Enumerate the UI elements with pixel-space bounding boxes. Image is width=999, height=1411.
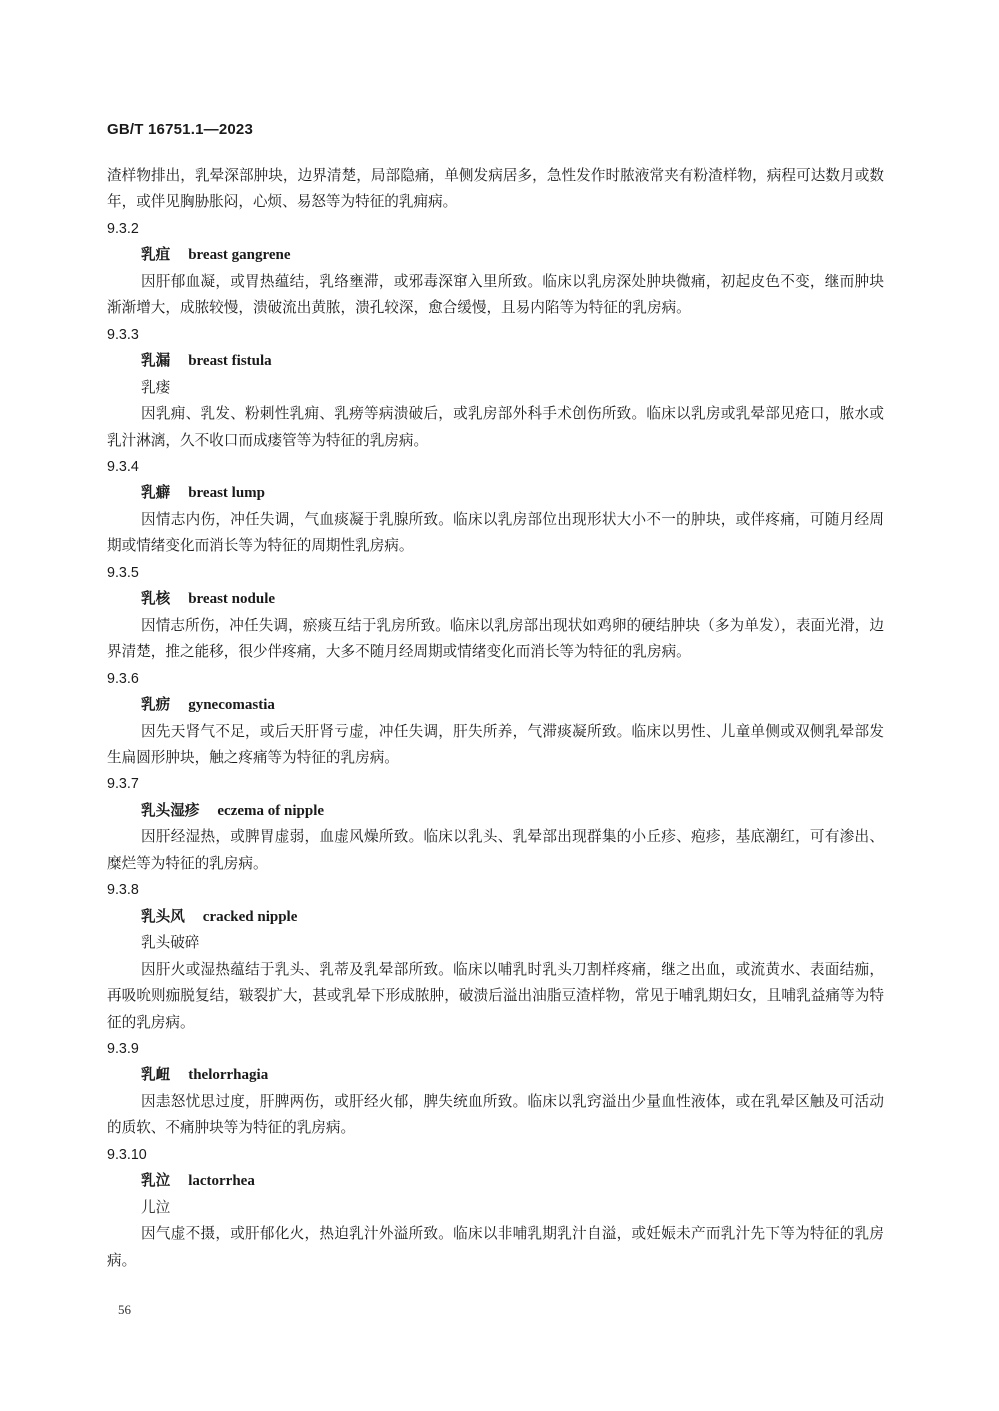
term-chinese: 乳疽 bbox=[141, 246, 171, 264]
entry-number: 9.3.9 bbox=[107, 1040, 139, 1057]
term-chinese: 乳漏 bbox=[141, 352, 171, 370]
term-definition: 因气虚不摄，或肝郁化火，热迫乳汁外溢所致。临床以非哺乳期乳汁自溢，或妊娠未产而乳汁先下等为特征的乳房病。 bbox=[107, 1225, 884, 1269]
term-english: lactorrhea bbox=[188, 1173, 255, 1190]
entry-term bbox=[107, 480, 884, 506]
term-chinese: 乳核 bbox=[141, 590, 171, 608]
term-chinese: 乳疬 bbox=[141, 696, 171, 714]
term-synonym: 儿泣 bbox=[141, 1198, 171, 1216]
entry-term bbox=[107, 692, 884, 718]
entry-number: 9.3.7 bbox=[107, 776, 139, 793]
term-definition: 因肝郁血凝，或胃热蕴结，乳络壅滞，或邪毒深窜入里所致。临床以乳房深处肿块微痛，初起皮色不变，继而肿块渐渐增大，成脓较慢，溃破流出黄脓，溃孔较深，愈合缓慢，且易内陷等为特征的乳房病。 bbox=[107, 272, 884, 317]
term-english: breast fistula bbox=[188, 353, 272, 370]
term-chinese: 乳泣 bbox=[141, 1172, 171, 1190]
entry-term bbox=[107, 904, 884, 930]
term-english: cracked nipple bbox=[202, 908, 298, 925]
term-definition: 因肝经湿热，或脾胃虚弱，血虚风燥所致。临床以乳头、乳晕部出现群集的小丘疹、疱疹，基底潮红，可有渗出、糜烂等为特征的乳房病。 bbox=[107, 828, 884, 872]
entry-number: 9.3.6 bbox=[107, 670, 139, 687]
entry-term bbox=[107, 798, 884, 824]
term-chinese: 乳头风 bbox=[141, 907, 185, 925]
page-number: 56 bbox=[118, 1302, 131, 1317]
entry-term bbox=[107, 348, 884, 374]
term-definition: 因先天肾气不足，或后天肝肾亏虚，冲任失调，肝失所养，气滞痰凝所致。临床以男性、儿童单侧或双侧乳晕部发生扁圆形肿块，触之疼痛等为特征的乳房病。 bbox=[107, 722, 884, 766]
term-english: breast gangrene bbox=[188, 247, 291, 264]
term-definition: 因乳痈、乳发、粉刺性乳痈、乳痨等病溃破后，或乳房部外科手术创伤所致。临床以乳房或乳晕部见疮口，脓水或乳汁淋漓，久不收口而成瘘管等为特征的乳房病。 bbox=[107, 405, 884, 449]
term-chinese: 乳癖 bbox=[141, 484, 171, 502]
entry-number: 9.3.10 bbox=[107, 1146, 147, 1163]
term-synonym: 乳头破碎 bbox=[141, 934, 200, 952]
term-chinese: 乳头湿疹 bbox=[141, 801, 200, 819]
standard-code-header: GB/T 16751.1—2023 bbox=[107, 121, 253, 138]
entry-number: 9.3.8 bbox=[107, 882, 139, 899]
continuation-paragraph: 渣样物排出，乳晕深部肿块，边界清楚，局部隐痛，单侧发病居多，急性发作时脓液常夹有粉渣样物，病程可达数月或数年，或伴见胸胁胀闷，心烦、易怒等为特征的乳痈病。 bbox=[107, 167, 884, 211]
entry-number: 9.3.2 bbox=[107, 220, 139, 237]
term-definition: 因情志内伤，冲任失调，气血痰凝于乳腺所致。临床以乳房部位出现形状大小不一的肿块，或伴疼痛，可随月经周期或情绪变化而消长等为特征的周期性乳房病。 bbox=[107, 510, 884, 555]
entry-term bbox=[107, 242, 884, 268]
term-definition: 因肝火或湿热蕴结于乳头、乳蒂及乳晕部所致。临床以哺乳时乳头刀割样疼痛，继之出血，或流黄水、表面结痂，再吸吮则痂脱复结，皲裂扩大，甚或乳晕下形成脓肿，破溃后溢出油脂豆渣样物，常见于哺乳期妇女，且哺乳益痛等为特征的乳房病。 bbox=[107, 960, 884, 1031]
entry-number: 9.3.4 bbox=[107, 458, 139, 475]
term-entries bbox=[107, 216, 884, 1274]
term-definition: 因情志所伤，冲任失调，瘀痰互结于乳房所致。临床以乳房部出现状如鸡卵的硬结肿块（多为单发），表面光滑，边界清楚，推之能移，很少伴疼痛，大多不随月经周期或情绪变化而消长等为特征的乳房病。 bbox=[107, 616, 884, 661]
entry-number: 9.3.3 bbox=[107, 326, 139, 343]
entry-term bbox=[107, 586, 884, 612]
term-english: breast lump bbox=[188, 485, 266, 502]
entry-number: 9.3.5 bbox=[107, 564, 139, 581]
document-body bbox=[107, 163, 884, 1274]
term-english: eczema of nipple bbox=[217, 802, 325, 819]
term-english: breast nodule bbox=[188, 591, 276, 608]
term-english: gynecomastia bbox=[188, 697, 275, 714]
term-synonym: 乳瘘 bbox=[141, 378, 171, 396]
term-english: thelorrhagia bbox=[188, 1067, 269, 1084]
term-chinese: 乳衄 bbox=[141, 1066, 171, 1084]
entry-term bbox=[107, 1062, 884, 1088]
term-definition: 因恚怒忧思过度，肝脾两伤，或肝经火郁，脾失统血所致。临床以乳窍溢出少量血性液体，或在乳晕区触及可活动的质软、不痛肿块等为特征的乳房病。 bbox=[107, 1092, 884, 1137]
entry-term bbox=[107, 1168, 884, 1194]
